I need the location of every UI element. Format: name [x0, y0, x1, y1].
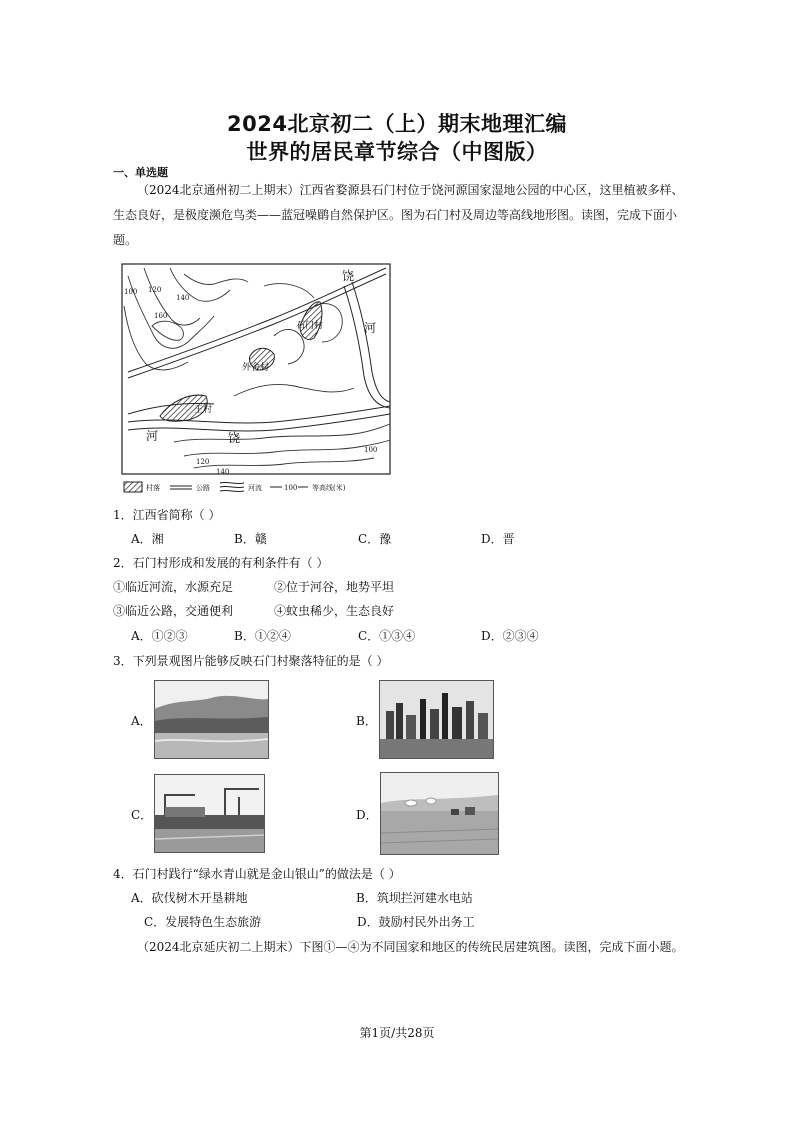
- q1-option-b: B．赣: [234, 532, 267, 546]
- map-label-wang-village: 王村: [194, 405, 213, 415]
- map-label-rao-2: 饶: [228, 431, 241, 445]
- contour-label-140-a: 140: [176, 294, 190, 302]
- legend-contour: 等高线(米): [312, 484, 346, 492]
- q3-photo-d-grassland: [380, 772, 499, 855]
- map-label-shimen-village: 石门村: [296, 321, 324, 331]
- page-number: 第1页/共28页: [359, 1026, 435, 1040]
- q3-label-c: C．: [131, 808, 153, 822]
- question-4-stem: 4．石门村践行“绿水青山就是金山银山”的做法是（ ）: [113, 867, 401, 881]
- q2-item-3: ③临近公路，交通便利: [113, 604, 234, 618]
- q2-option-b: B．①②④: [234, 629, 291, 643]
- q4-option-b: B．筑坝拦河建水电站: [356, 891, 473, 905]
- q4-option-a: A．砍伐树木开垦耕地: [131, 891, 248, 905]
- contour-label-160: 160: [154, 312, 168, 320]
- contour-label-120-a: 120: [148, 286, 162, 294]
- legend-village: 村落: [146, 484, 160, 492]
- q3-photo-a-village-river: [154, 680, 269, 759]
- q2-option-a: A．①②③: [131, 629, 188, 643]
- q2-option-d: D．②③④: [481, 629, 539, 643]
- q2-item-2: ②位于河谷，地势平坦: [274, 580, 395, 594]
- contour-label-140-b: 140: [216, 468, 230, 476]
- q3-photo-b-city-skyline: [379, 680, 494, 759]
- q3-photo-c-port-cranes: [154, 774, 265, 853]
- question-1-stem: 1．江西省简称（ ）: [113, 508, 221, 522]
- q3-label-d: D．: [356, 808, 378, 822]
- section-heading: 一、单选题: [113, 166, 168, 179]
- q4-option-c: C．发展特色生态旅游: [144, 915, 262, 929]
- q1-option-d: D．晋: [481, 532, 515, 546]
- map-label-he-1: 河: [364, 321, 377, 335]
- document-title: 2024北京初二（上）期末地理汇编: [227, 112, 567, 136]
- q2-option-c: C．①③④: [358, 629, 416, 643]
- legend-road: 公路: [196, 484, 210, 492]
- legend-contour-value: 100: [284, 484, 298, 492]
- q1-option-c: C．豫: [358, 532, 392, 546]
- q3-label-b: B．: [356, 714, 377, 728]
- document-subtitle: 世界的居民章节综合（中图版）: [246, 140, 548, 164]
- contour-label-100-b: 100: [364, 446, 378, 454]
- legend-river: 河流: [248, 484, 262, 492]
- question-3-stem: 3．下列景观图片能够反映石门村聚落特征的是（ ）: [113, 654, 389, 668]
- contour-label-100-a: 100: [124, 288, 138, 296]
- intro-paragraph-1: （2024北京通州初二上期末）江西省婺源县石门村位于饶河源国家湿地公园的中心区，这里植被多样、生态良好，是极度濒危鸟类——蓝冠噪鹛自然保护区。图为石门村及周边等高线地形图。读图，完成下面小题。: [113, 183, 684, 247]
- q3-label-a: A．: [131, 714, 152, 728]
- q2-item-1: ①临近河流，水源充足: [113, 580, 234, 594]
- q1-option-a: A．湘: [131, 532, 164, 546]
- contour-label-120-b: 120: [196, 458, 210, 466]
- map-label-waishe-village: 外舍村: [242, 363, 270, 373]
- map-label-rao-1: 饶: [342, 269, 355, 283]
- intro-paragraph-2: （2024北京延庆初二上期末）下图①—④为不同国家和地区的传统民居建筑图。读图，完成下面小题。: [137, 940, 684, 954]
- q2-item-4: ④蚊虫稀少，生态良好: [274, 604, 395, 618]
- q4-option-d: D．鼓励村民外出务工: [357, 915, 475, 929]
- question-2-stem: 2．石门村形成和发展的有利条件有（ ）: [113, 556, 329, 570]
- contour-map: [114, 246, 396, 500]
- map-label-he-2: 河: [146, 429, 159, 443]
